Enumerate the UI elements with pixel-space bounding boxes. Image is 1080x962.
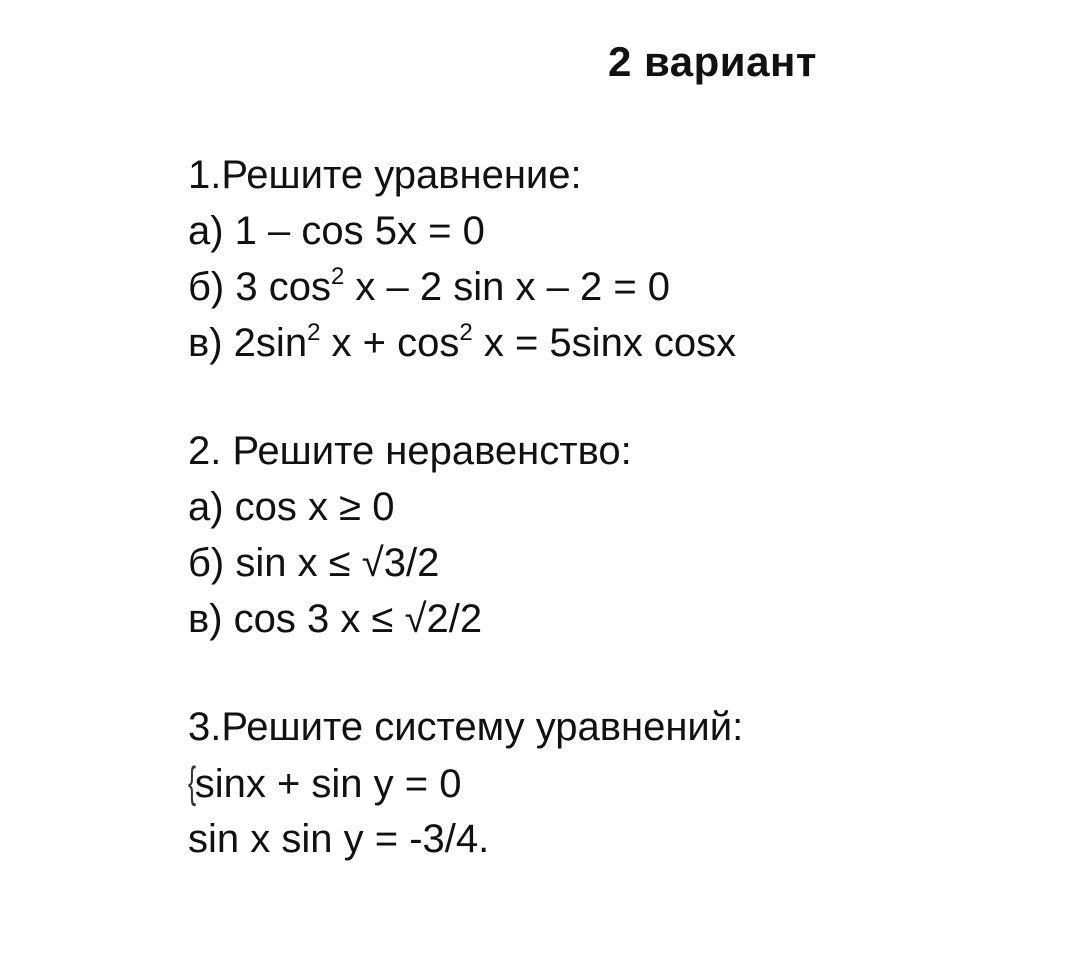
task1-c-part2: x + cos	[320, 321, 460, 365]
task3-heading: 3.Решите систему уравнений:	[188, 705, 744, 749]
task1-c-exponent2: 2	[459, 319, 473, 346]
task3-eq1-text: sinx + sin y = 0	[194, 762, 462, 806]
task3-equation-2: sin x sin y = -3/4.	[188, 817, 490, 861]
task1-item-a: а) 1 – cos 5x = 0	[188, 209, 485, 253]
task2-heading: 2. Решите неравенство:	[188, 429, 632, 473]
task3-equation-1	[188, 760, 462, 807]
system-brace: {	[188, 758, 197, 807]
task1-b-part1: б) 3 cos	[188, 265, 331, 309]
task2-item-a: а) cos x ≥ 0	[188, 485, 395, 529]
task1-b-part2: x – 2 sin x – 2 = 0	[344, 265, 671, 309]
task2-item-c: в) cos 3 x ≤ √2/2	[188, 597, 483, 641]
task1-item-b	[188, 264, 670, 310]
task2-item-b: б) sin x ≤ √3/2	[188, 541, 440, 585]
task1-c-part1: в) 2sin	[188, 321, 308, 365]
variant-title: 2 вариант	[608, 38, 817, 85]
task1-c-part3: x = 5sinx cosx	[472, 321, 737, 365]
task1-heading: 1.Решите уравнение:	[188, 153, 582, 197]
task1-b-exponent: 2	[330, 263, 345, 290]
task1-item-c	[188, 320, 736, 366]
task1-c-exponent1: 2	[307, 319, 321, 346]
